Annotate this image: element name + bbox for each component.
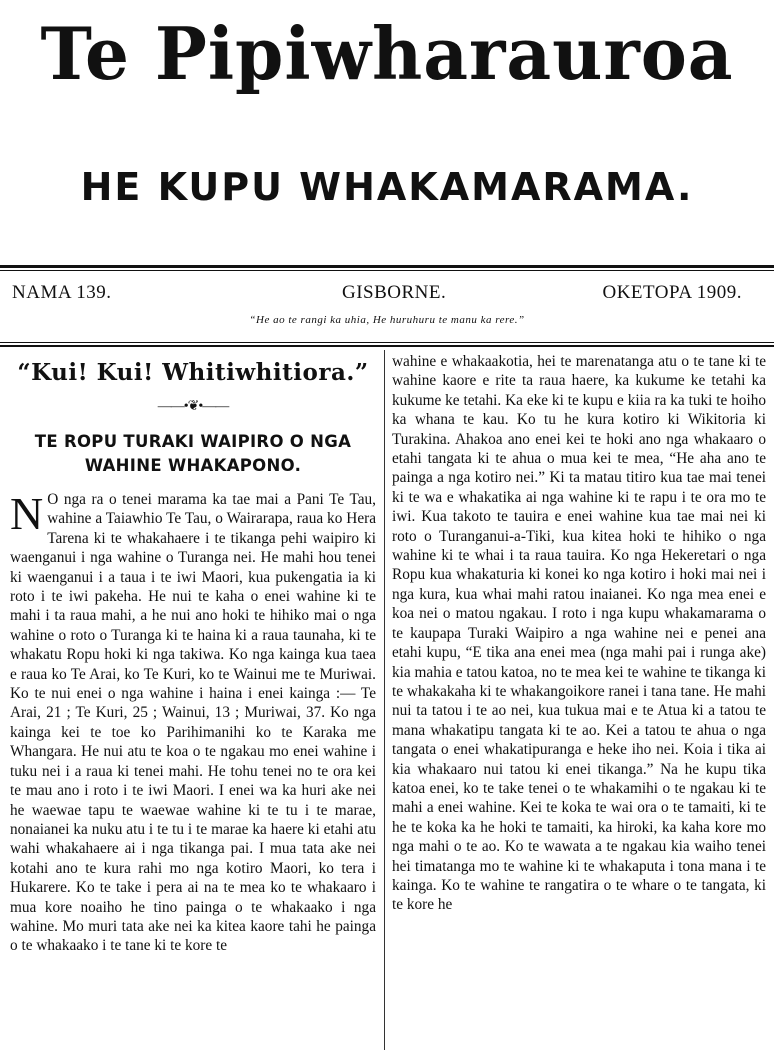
top-rule xyxy=(0,265,774,268)
article-title: “Kui! Kui! Whitiwhitiora.” xyxy=(17,359,369,386)
article-heading-line1: TE ROPU TURAKI WAIPIRO O NGA xyxy=(34,432,352,451)
issue-line xyxy=(12,282,742,308)
left-column xyxy=(10,356,376,956)
issue-motto: “He ao te rangi ka uhia, He huruhuru te manu ka rere.” xyxy=(249,314,525,326)
issue-place: GISBORNE. xyxy=(342,282,447,303)
drop-cap: N xyxy=(10,488,44,539)
masthead-subtitle: HE KUPU WHAKAMARAMA. xyxy=(80,165,694,209)
issue-number: NAMA 139. xyxy=(12,282,112,303)
article-heading xyxy=(10,430,376,478)
article-text-right: wahine e whakaakotia, hei te marenatanga atu o te tane ki te wahine kaore e rite ta raua haere, ka kukume ke tetahi ka kukume ke tetahi. Ka eke ki te kupu e kiia ra ka tuki te hoiho ka whana te kau. Ko tu he kura kotiro ki Wikitoria ki Turakina. Ahakoa ano enei kei te hoki ano nga whakaaro o etahi tangata ki te ahua o mua kei te mea, “He aha ano te painga a nga kotiro nei.” Ki ta matau titiro kua tae mai tenei ki te wa e whakatika ai nga wahine ki te rapu i te ora mo te iwi. Kua takoto te tauira e enei wahine kua tae mai nei ki roto o Turanganui-a-Tiki, kua kitea hoki te hihiko o nga wahine ki te whai i ta raua tauira. Ko nga Hekeretari o nga Ropu kua whakaturia ki konei ko nga kotiro i hoki mai nei i nga kura, kua whai mahi ratou inaianei. Ko nga mea enei e koa nei o matou ngakau. I roto i nga kupu whakamarama o te kaupapa Turaki Waipiro a nga wahine nei e penei ana etahi kupu, “E tika ana enei mea (nga mahi pai i runga ake) kia mahia e tatou katoa, no te mea kei te wahine te tikanga ki te whakakaha ki te whakangoikore ranei i tana tane. He mahi nui ta tatou i te ao nei, kua tukua mai e te Atua ki a tatou te mana whakatipu tangata ki te ao. Kei a tatou te ahua o nga tangata o enei whakatipuranga e heke iho nei. Koia i tika ai kia whakaaro nui tatou ki enei tikanga.” Na he kupu tika katoa enei, ko te take tenei o te whakamihi o te ngakau ki te mahi a enei wahine. Kei te koka te wai ora o te tamaiti, ki te he te koka ka he hoki te tamaiti, ka hiroki, ka kaha kore mo nga mahi o te ao. Ko te wawata a te ngakau kia waiho tenei hei timatanga mo te wahine ki te whakaputa i tona mana i te kainga. Ko te wahine te rangatira o te whare o te tangata, ki te kore he xyxy=(392,353,766,914)
bottom-rule xyxy=(0,345,774,347)
article-text-left: O nga ra o tenei marama ka tae mai a Pani Te Tau, wahine a Taiawhio Te Tau, o Wairarapa, raua ko Hera Tarena ki te whakahaere i te tikanga pehi waipiro ki waenganui i nga wahine o Turanga nei. He mahi hou tenei ki waenganui i a taua i te iwi Maori, kua pukengatia ia ki roto i te iwi pakeha. He nui te kaha o enei wahine ki te mahi i ta raua mahi, a he nui ano hoki te hihiko mai o nga wahine o roto o Turanga ki te haina ki a raua taunaha, ki te whakatu Ropu hoki ki nga takiwa. Ko nga kainga kua taea e raua ko Te Arai, ko Te Kuri, ko te Wainui me te Muriwai. Ko te nui enei o nga wahine i haina i enei kainga :— Te Arai, 21 ; Te Kuri, 25 ; Wainui, 13 ; Muriwai, 37. Ko nga kainga kei te toe ko Parihimanihi ko te Karaka me Whangara. He nui atu te koa o te ngakau mo enei wahine i tuku nei i a raua ki tenei mahi. He tohu tenei no te ora kei te mau ano i roto i te iwi Maori. I enei wa ka huri ake nei he waewae tapu te waewae wahine ki te tu i te marae, nonaianei ka nuku atu i te tu i te marae ka haere ki etahi atu wahi whakahaere ai i nga tikanga pai. I mua tata ake nei kotahi ano te kura rahi mo nga kotiro Maori, ko tera i Hukarere. Ko te take i pera ai na te mea ko te whakaaro i mua kore noaiho he tino painga o te whakaako i nga wahine. Mo muri tata ake nei ka kitea kaore tahi he painga o te whakaako i te tane ki te kore te xyxy=(10,491,376,955)
article-body-left xyxy=(10,490,376,956)
masthead-title: Te Pipiwharauroa xyxy=(40,11,734,96)
issue-date: OKETOPA 1909. xyxy=(602,282,742,303)
top-rule-thin xyxy=(0,270,774,271)
column-divider xyxy=(384,350,385,1050)
right-column xyxy=(392,352,766,915)
ornament-divider: ——•❦•—— xyxy=(157,399,229,414)
article-heading-line2: WAHINE WHAKAPONO. xyxy=(84,456,302,475)
bottom-rule-thin xyxy=(0,342,774,343)
